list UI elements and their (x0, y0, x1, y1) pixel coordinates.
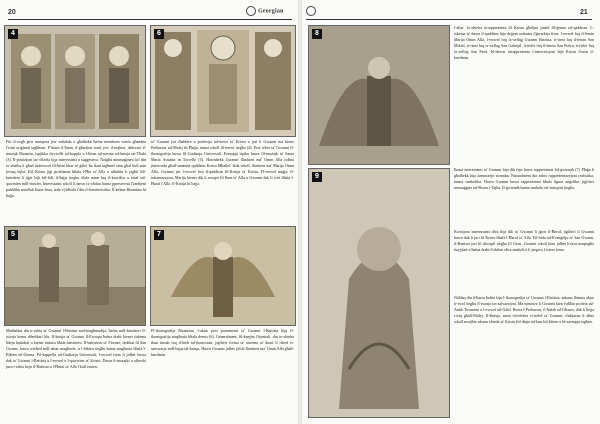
fresco-illustration-4 (5, 26, 145, 136)
figure-number-badge: 7 (154, 230, 164, 240)
header-rule (8, 19, 292, 20)
article-column: Minħabba din ir-rabta ta' Gwanni l-Battista mal-magħmudija, ħafna mill-battisteri fl-istorja kienu ddedikati lilu. Il-knisja ta' Gwanni fl-Ewropa ħafna drabi kienet tinbena ħdejn kattidral u kienet tintuża bħala battisteru. Il-battisteru ta' Firenze, dedikat lil San Ġwann, huwa wieħed mill-aktar magħrufa, u l-bibien tiegħu huma magħrufa bħala l-Bibien tal-Ġenna. Fil-kappella tal-Ġudizzju Universali, l-ewwel isem li jidher huwa dak ta' Gwanni l-Battista u l-ewwel u l-qawwien ta' Kristu. Dawn il-mozaiki u affreski juru r-rabta bejn il-Battista u l-Ħaruf ta' Alla f'kull żmien. (6, 328, 146, 369)
figure-4-image (4, 25, 146, 137)
logo-mark-icon (246, 6, 256, 16)
stone-relief-illustration-8 (309, 26, 449, 164)
article-column: Fitt il-xogħ ġew minquxa jew mibdula u għalhekk ħafna minnhom waslu għandna f'istat oriġinali tagħhom. F'dawn il-ħitan, il-għarfien tond, jew il-toqbiet, dekorati il-muzajk Bizantin, ispjikka fir-rxoffi tal-koppla u l-ħitan tal-navata tal-knisja tat-Tħabi (3). Il-positzjoni taċ-ċibiela hija interessanti u suġġestiva. Notgħu nimmaġinaw kif din ix-xbieha li għad tiżżewwel fil-ħitan kbar ta' ġdid, ħa tkun tagħmel sens għal kull min jersaq lejha. Kif Kristu jiġi proklamat bħala l-Ħin ta' Alla u mħabba li jagħti lill-bniedem li jiġri lejh bil-fidi, il-ħajja tieghu tibda minn fuq il-kruċifiss u tasal sal-qawmien mill-imwiet. Interessanti wkoll li dawn ix-xbihat huma ppreservati f'ambjent pubbliku minflok ħarsa fissa, iżda x'jidhirlu f'din il-karatteristika. Il-kelma Bizantina hi ħajja. (6, 139, 146, 198)
page-number-right: 21 (580, 9, 588, 16)
magazine-logo-icon (306, 6, 318, 16)
figure-number-badge: 5 (8, 230, 18, 240)
page-number-left: 20 (8, 9, 16, 16)
winged-john-illustration-7 (151, 227, 295, 325)
figure-number-badge: 9 (312, 172, 322, 182)
header-rule (306, 19, 592, 20)
article-column: Kwistjoni interessanti oħra hija dik ta' Gwanni li jġorr il-Ħaruf, jiġifieri li Gwanni huwa dak li juri lil Kristu bħala l-Ħaruf ta' Alla. Fil-bidu tal-Evanġelju ta' San Ġwann, il-Battista juri lil dixxipli tiegħu lil Ġesù. Gwanni wkoll kien jidher b'rasu maqtugħa fuq platt u ħafna drabi b'xbihat oħra simboliċi li jsegwu l-istess tema. (454, 229, 594, 252)
deesis-illustration-6 (151, 26, 295, 136)
article-column: l-altar. Ix-xbieha tirrappreżenta lil Kristu għoljuż jinżel fil-ġenna tal-qaddisin. L-iskema ta' dawn il-qaddisin hija dejjem ordinata f'ġerarkija fissa: l-ewwel fuq il-lemin Marija Omm Alla, l-ewwel fuq ix-xellug Gwanni Battista, it-tieni fuq il-lemin San Mikiel, it-tieni fuq ix-xellug San Gabrijel, it-tielet fuq il-lemin San Pietru, it-tielet fuq ix-xellug San Pawl. Id-deesis tirrappreżenta l-intercessjoni lejn Kristu f'isem il-bnedmin. (454, 25, 594, 60)
logo-mark-icon (306, 6, 316, 16)
magazine-logo (246, 6, 284, 16)
article-column: Naħlaq din il-ħarsa ħafifa lejn l-ikonografija ta' Gwanni l-Battista, inkunu fhimna aħjar ir-rwol tiegħu fl-istorja tas-salvazzjoni. Ma ninsewx li Gwanni kien l-aħħar profeta tal-Antik Testment u l-ewwel tal-Ġdid. Huwa l-Prekursur, il-ħabib tal-Għarus, dak li ħejja t-triq għall-Mulej. Il-Knisja, meta tiċċelebra t-twelid ta' Gwanni, tfakkarna li aħna wkoll msejħin nkunu xhieda ta' Kristu fid-dinja tal-lum bil-kliem u bl-eżempju tagħna. (454, 295, 594, 324)
article-column: Ikona interessanti ta' Gwanni hija dik fejn huwa rappreżentat bil-ġwienaħ (7). Ħaġa li għalhekk hija kemmxejn stramba. Naturalment din mhix rappreżentazzjoni realistika, imma simbolika. Hawn Gwanni huwa rappreżentat bħala figura anġelika, jiġifieri messaġġier tal-Bxara t-Tajba. Il-ġwienaħ huma simbolu tal-missjoni tiegħu. (454, 167, 594, 190)
baptism-illustration-5 (5, 227, 145, 325)
figure-number-badge: 6 (154, 29, 164, 39)
article-column: Fl-ikonografija Bizantina, l-aktar post prominenti ta' Gwanni l-Battista hija fl-ikonografija magħrufa bħala deesis (6). Generalment, fil-knejjes Orjentali, din ix-xbieha tkun tinsab fuq il-bieb tal-ikonostasi, jiġifieri forma ta' sistema ta' ikoni li tifred is-santwarju mill-bqija tal-knisja. Hawn Gwanni jidher jitlob flimkien ma' Omm Alla għall-bnedmin. (151, 328, 294, 357)
page-gutter (298, 0, 302, 424)
figure-5-image (4, 226, 146, 326)
article-column: ta' Gwanni jsir tħabbira u profezija tal-mewt ta' Kristu u juri li Gwanni ma kienx Prekursur tal-Mulej fit-Ħajja, imma wkoll fil-mewt tiegħu (4). Post ieħor ta' Gwanni fl-ikonografija huwa fil-Gudizzju Universali. Eżempju tipiku huwa fil-mużajk ta' Santa Maria Assunta in Torcello (5). Hawnhekk Gwanni flimkien ma' Omm Alla jidhru jintercedu għall-umanità quddiem Kristu Mħallef. Iżda wkoll, flimkien ma' Marija Omm Alla, Gwanni jsir l-ewwel fost il-qaddisin fil-Knisja ta' Kristu. Fl-ewwel miġja, fl-inkarnazzjoni, Marija kienet dik li ressqet lil Iben ta' Alla u Gwanni dak li wiri bħala l-Ħaruf t'Alla. Il-Knisja hi ħajja. (151, 139, 294, 186)
figure-6-image (150, 25, 296, 137)
figure-number-badge: 8 (312, 29, 322, 39)
figure-number-badge: 4 (8, 29, 18, 39)
figure-8-image (308, 25, 450, 165)
john-sculpture-illustration-9 (309, 169, 449, 417)
figure-7-image (150, 226, 296, 326)
figure-9-image (308, 168, 450, 418)
logo-text: Georgian (258, 8, 284, 15)
